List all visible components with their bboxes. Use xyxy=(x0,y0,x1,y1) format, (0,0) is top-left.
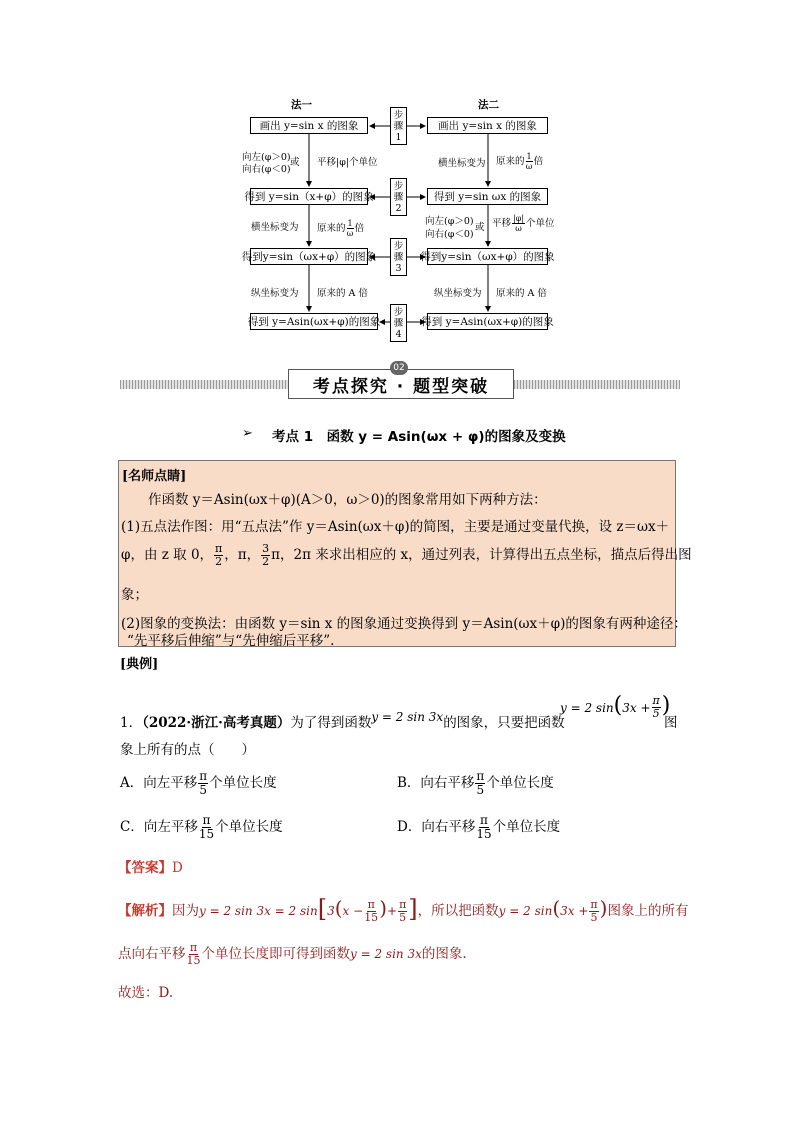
analysis-line-1: 【解析】因为y = 2 sin 3x = 2 sin[3(x − $\frac{\pi}{15}$ )+ $\frac{\pi}{5}$ ]，所以把函数y = 2 sin(3x + $\frac{\pi}{5}$ )图象上的所有 xyxy=(118,895,689,924)
method2-header: 法二 xyxy=(478,99,499,111)
left-note-1b: 向右(φ＜0) xyxy=(242,164,291,175)
section-badge: 02 xyxy=(390,361,408,375)
left-box-3: 得到y=sin（ωx+φ）的图象 xyxy=(250,248,368,265)
flowchart-arrows xyxy=(0,0,794,360)
tip-header: [名师点睛] xyxy=(122,469,187,484)
right-note-1a: 横坐标变为 xyxy=(438,158,486,169)
right-box-4: 得到 y=Asin(ωx+φ)的图象 xyxy=(427,313,548,330)
option-b[interactable]: B．向右平移 $\frac{\pi}{5}$ 个单位长度 xyxy=(397,769,554,797)
step-char: 骤 xyxy=(393,251,404,263)
tip-line-5: (2)图象的变换法：由函数 y＝sin x 的图象通过变换得到 y＝Asin(ωx＋φ)的图象有两种途径： xyxy=(121,616,687,632)
banner-stripe-left xyxy=(120,380,288,389)
question-line-2: 象上所有的点（ ） xyxy=(120,742,255,758)
right-note-2c: 或 xyxy=(475,222,485,233)
step-num: 3 xyxy=(395,262,402,274)
step-char: 步 xyxy=(393,240,404,252)
right-note-3b: 原来的 A 倍 xyxy=(496,288,547,299)
right-box-2: 得到 y=sin ωx 的图象 xyxy=(427,188,548,205)
method1-header: 法一 xyxy=(291,99,312,111)
left-note-2a: 横坐标变为 xyxy=(251,222,299,233)
step-char: 步 xyxy=(393,180,404,192)
left-note-1d: 平移|φ|个单位 xyxy=(317,157,378,168)
example-header: [典例] xyxy=(120,657,159,672)
step-num: 2 xyxy=(395,202,402,214)
step-num: 1 xyxy=(395,131,402,143)
right-note-1b: 原来的 $\frac{1}{\omega}$ 倍 xyxy=(496,152,544,171)
right-note-2b: 向右(φ＜0) xyxy=(425,229,474,240)
answer xyxy=(118,856,183,876)
step-char: 骤 xyxy=(393,120,404,132)
left-box-4: 得到 y=Asin(ωx+φ)的图象 xyxy=(250,313,378,330)
step-char: 骤 xyxy=(393,317,404,329)
answer-value: D xyxy=(172,860,183,876)
right-box-3: 得到y=sin（ωx+φ）的图象 xyxy=(427,248,548,265)
section-title: 考点探究 · 题型突破 xyxy=(288,369,514,399)
tip-line-4: 象； xyxy=(121,587,148,603)
question-text3: 图 xyxy=(664,715,678,731)
step-char: 步 xyxy=(393,306,404,318)
step-num: 4 xyxy=(395,328,402,340)
tip-line-2: (1)五点法作图：用“五点法”作 y＝Asin(ωx＋φ)的简图，主要是通过变量代换，设 z＝ωx＋ xyxy=(121,519,670,535)
question-line-1: 1．（2022·浙江·高考真题）为了得到函数y = 2 sin 3x的图象，只要把函数 xyxy=(120,710,565,731)
option-c[interactable]: C．向左平移 $\frac{\pi}{15}$ 个单位长度 xyxy=(120,813,283,841)
analysis-conclusion: 故选：D. xyxy=(118,985,174,1001)
step-char: 步 xyxy=(393,109,404,121)
topic-arrow-icon: ➢ xyxy=(242,426,253,441)
tip-line-1: 作函数 y＝Asin(ωx＋φ)(A＞0，ω＞0)的图象常用如下两种方法： xyxy=(148,492,547,508)
tip-box xyxy=(118,460,692,649)
left-note-1c: 或 xyxy=(290,157,300,168)
option-a[interactable]: A．向左平移 $\frac{\pi}{5}$ 个单位长度 xyxy=(120,769,277,797)
banner-stripe-right xyxy=(514,380,680,389)
option-d[interactable]: D．向右平移 $\frac{\pi}{15}$ 个单位长度 xyxy=(397,813,561,841)
left-note-3b: 原来的 A 倍 xyxy=(317,288,368,299)
step-char: 骤 xyxy=(393,191,404,203)
right-note-2a: 向左(φ＞0) xyxy=(425,216,474,227)
answer-tag: 【答案】 xyxy=(118,860,172,876)
left-note-1a: 向左(φ＞0) xyxy=(242,152,291,163)
left-box-1: 画出 y=sin x 的图象 xyxy=(250,117,368,134)
left-box-2: 得到 y=sin（x+φ）的图象 xyxy=(250,188,368,205)
right-box-1: 画出 y=sin x 的图象 xyxy=(427,117,548,134)
question-source: （2022·浙江·高考真题） xyxy=(142,715,291,731)
tip-line-6: “先平移后伸缩”与“先伸缩后平移”. xyxy=(127,633,335,649)
question-func2: y = 2 sin(3x + $\frac{\pi}{5}$ ) xyxy=(560,693,671,720)
topic-heading: 考点 1 函数 y = Asin(ωx + φ)的图象及变换 xyxy=(272,429,566,445)
left-note-2b: 原来的 $\frac{1}{\omega}$ 倍 xyxy=(317,219,365,238)
tip-line-3: φ，由 z 取 0， $\frac{\pi}{2}$ ，π， $\frac{3}{2}$ π，2π 来求出相应的 x，通过列表，计算得出五点坐标，描点后得出图 xyxy=(121,542,692,568)
analysis-line-2: 点向右平移 $\frac{\pi}{15}$ 个单位长度即可得到函数y = 2 sin 3x的图象. xyxy=(118,941,467,967)
left-note-3a: 纵坐标变为 xyxy=(251,288,299,299)
right-note-2d: 平移 $\frac{|\varphi|}{\omega}$ 个单位 xyxy=(492,214,555,233)
right-note-3a: 纵坐标变为 xyxy=(434,288,482,299)
